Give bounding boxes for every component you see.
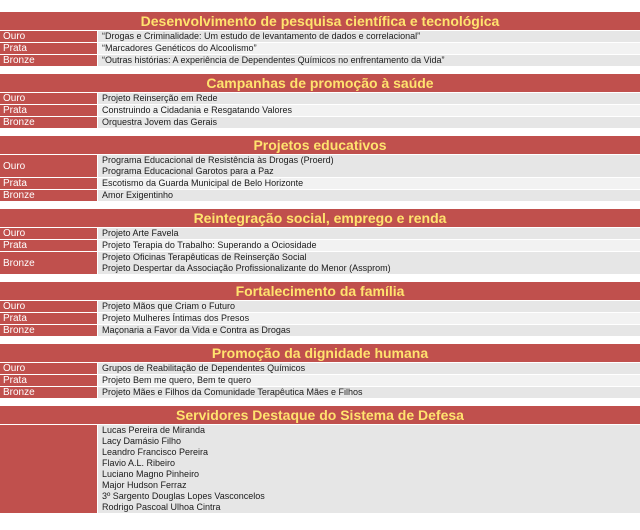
medal-label: Ouro [0, 155, 98, 177]
award-row [0, 301, 640, 313]
entry-line: Programa Educacional Garotos para a Paz [102, 166, 274, 176]
section-rows [0, 301, 640, 337]
medal-label: Ouro [0, 93, 98, 104]
entry-line: Projeto Mulheres Íntimas dos Presos [102, 313, 250, 323]
medal-label: Ouro [0, 363, 98, 374]
award-entry [98, 240, 640, 251]
award-entry [98, 363, 640, 374]
award-row [0, 252, 640, 275]
medal-label: Bronze [0, 325, 98, 336]
section-title: Desenvolvimento de pesquisa científica e tecnológica [0, 12, 640, 31]
award-row [0, 313, 640, 325]
entry-line: Lucas Pereira de Miranda [102, 425, 206, 435]
entry-line: Luciano Magno Pinheiro [102, 469, 200, 479]
award-section [0, 344, 640, 399]
award-section [0, 74, 640, 129]
entry-line: Rodrigo Pascoal Ulhoa Cintra [102, 502, 221, 512]
medal-label: Bronze [0, 387, 98, 398]
award-entry [98, 228, 640, 239]
award-entry [98, 105, 640, 116]
section-title: Reintegração social, emprego e renda [0, 209, 640, 228]
award-row [0, 325, 640, 337]
entry-line: Major Hudson Ferraz [102, 480, 187, 490]
section-rows [0, 93, 640, 129]
award-row [0, 178, 640, 190]
award-entry [98, 43, 640, 54]
section-title: Promoção da dignidade humana [0, 344, 640, 363]
award-entry [98, 425, 640, 513]
medal-label: Ouro [0, 31, 98, 42]
entry-line: Projeto Mãos que Criam o Futuro [102, 301, 236, 311]
section-title: Fortalecimento da família [0, 282, 640, 301]
award-entry [98, 31, 640, 42]
entry-line: Escotismo da Guarda Municipal de Belo Horizonte [102, 178, 304, 188]
entry-line: 3º Sargento Douglas Lopes Vasconcelos [102, 491, 265, 501]
award-entry [98, 301, 640, 312]
award-section [0, 282, 640, 337]
award-entry [98, 190, 640, 201]
award-row [0, 240, 640, 252]
award-row [0, 105, 640, 117]
award-section [0, 136, 640, 202]
award-row [0, 117, 640, 129]
award-entry [98, 375, 640, 386]
entry-line: Projeto Terapia do Trabalho: Superando a Ociosidade [102, 240, 317, 250]
medal-label: Prata [0, 178, 98, 189]
medal-label: Bronze [0, 252, 98, 274]
section-rows [0, 228, 640, 275]
entry-line: Projeto Arte Favela [102, 228, 179, 238]
entry-line: Construindo a Cidadania e Resgatando Valores [102, 105, 292, 115]
medal-label: Prata [0, 43, 98, 54]
entry-line: Flavio A.L. Ribeiro [102, 458, 176, 468]
award-entry [98, 93, 640, 104]
medal-label: Prata [0, 240, 98, 251]
medal-label: Bronze [0, 117, 98, 128]
entry-line: Maçonaria a Favor da Vida e Contra as Drogas [102, 325, 291, 335]
medal-label: Bronze [0, 55, 98, 66]
section-rows [0, 31, 640, 67]
award-row [0, 93, 640, 105]
entry-line: “Outras histórias: A experiência de Dependentes Químicos no enfrentamento da Vida” [102, 55, 445, 65]
entry-line: Projeto Reinserção em Rede [102, 93, 218, 103]
award-row [0, 425, 640, 514]
award-entry [98, 155, 640, 177]
award-row [0, 387, 640, 399]
section-rows [0, 425, 640, 514]
entry-line: Projeto Bem me quero, Bem te quero [102, 375, 252, 385]
section-title: Projetos educativos [0, 136, 640, 155]
medal-label: Prata [0, 105, 98, 116]
award-row [0, 43, 640, 55]
award-entry [98, 117, 640, 128]
award-row [0, 228, 640, 240]
medal-label: Ouro [0, 228, 98, 239]
section-title: Campanhas de promoção à saúde [0, 74, 640, 93]
award-entry [98, 55, 640, 66]
section-rows [0, 155, 640, 202]
award-section [0, 406, 640, 514]
entry-line: Amor Exigentinho [102, 190, 174, 200]
section-rows [0, 363, 640, 399]
entry-line: Projeto Mães e Filhos da Comunidade Terapêutica Mães e Filhos [102, 387, 363, 397]
entry-line: Lacy Damásio Filho [102, 436, 182, 446]
entry-line: Projeto Despertar da Associação Profissionalizante do Menor (Assprom) [102, 263, 391, 273]
award-entry [98, 313, 640, 324]
entry-line: Leandro Francisco Pereira [102, 447, 209, 457]
award-entry [98, 252, 640, 274]
entry-line: “Drogas e Criminalidade: Um estudo de levantamento de dados e correlacional” [102, 31, 421, 41]
award-row [0, 375, 640, 387]
award-section [0, 12, 640, 67]
award-section [0, 209, 640, 275]
medal-label: Bronze [0, 190, 98, 201]
medal-label [0, 425, 98, 513]
entry-line: Orquestra Jovem das Gerais [102, 117, 218, 127]
award-row [0, 155, 640, 178]
award-row [0, 363, 640, 375]
section-title: Servidores Destaque do Sistema de Defesa [0, 406, 640, 425]
award-entry [98, 387, 640, 398]
medal-label: Prata [0, 313, 98, 324]
award-row [0, 190, 640, 202]
award-row [0, 31, 640, 43]
award-row [0, 55, 640, 67]
award-entry [98, 325, 640, 336]
entry-line: “Marcadores Genéticos do Alcoolismo” [102, 43, 257, 53]
entry-line: Programa Educacional de Resistência às Drogas (Proerd) [102, 155, 334, 165]
award-entry [98, 178, 640, 189]
medal-label: Prata [0, 375, 98, 386]
entry-line: Projeto Oficinas Terapêuticas de Reinserção Social [102, 252, 307, 262]
medal-label: Ouro [0, 301, 98, 312]
entry-line: Grupos de Reabilitação de Dependentes Químicos [102, 363, 306, 373]
